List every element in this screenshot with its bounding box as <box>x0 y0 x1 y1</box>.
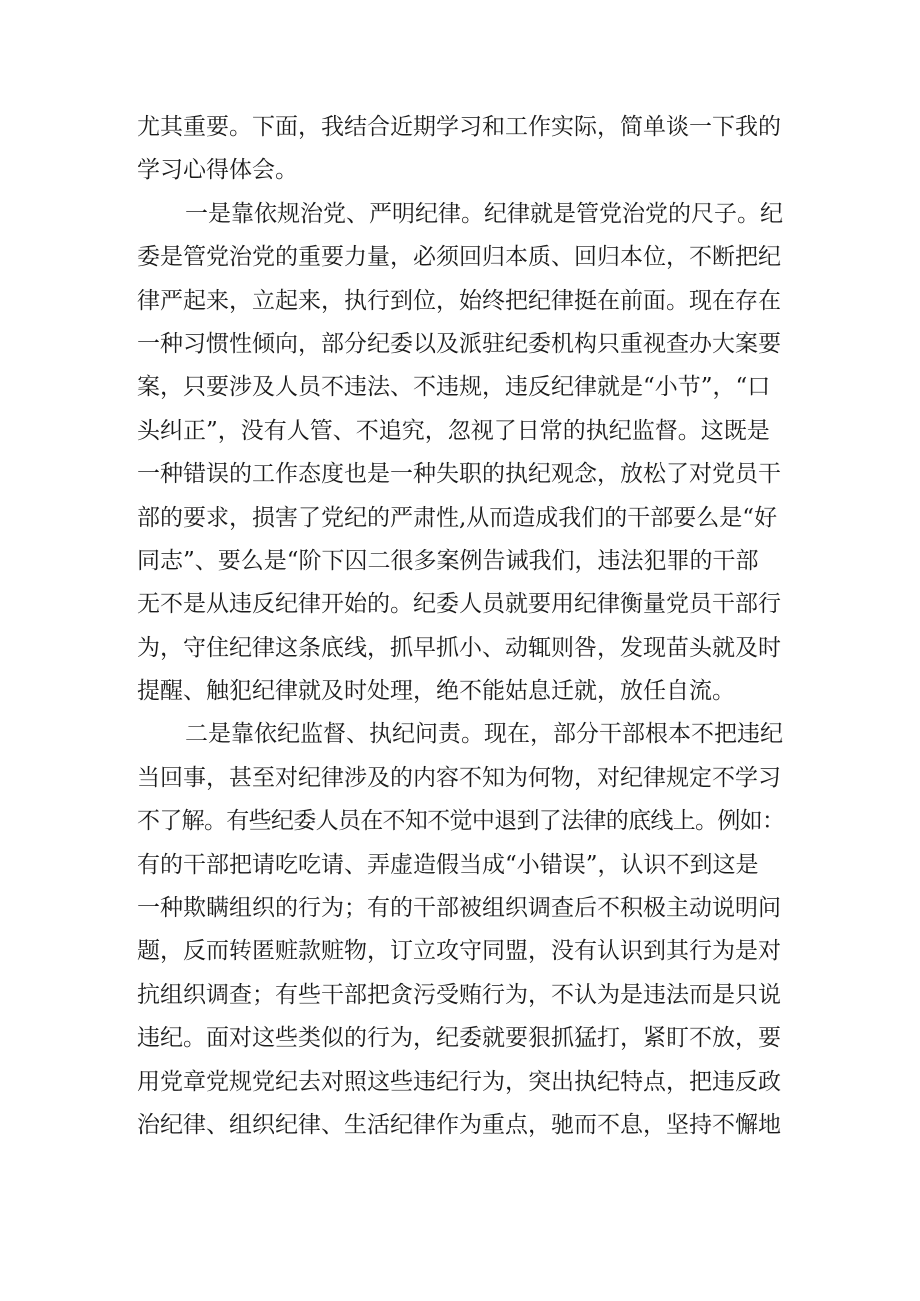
text-line: 用党章党规党纪去对照这些违纪行为，突出执纪特点，把违反政 <box>137 1068 781 1095</box>
text-line: 提醒、触犯纪律就及时处理，绝不能姑息迁就，放任自流。 <box>137 678 735 705</box>
text-line: 违纪。面对这些类似的行为，纪委就要狠抓猛打，紧盯不放，要 <box>137 1025 781 1052</box>
text-line: 部的要求，损害了党纪的严肃性,从而造成我们的干部要么是“好 <box>137 504 778 531</box>
text-line: 案，只要涉及人员不违法、不违规，违反纪律就是“小节”，“口 <box>137 374 771 401</box>
text-line: 尤其重要。下面，我结合近期学习和工作实际，简单谈一下我的 <box>137 114 781 140</box>
paragraph-first-line: 二是靠依纪监督、执纪问责。现在，部分干部根本不把违纪 <box>185 721 783 748</box>
text-line: 为，守住纪律这条底线，抓早抓小、动辄则咎，发现苗头就及时 <box>137 634 781 661</box>
body-text <box>137 106 785 1147</box>
text-line: 同志”、要么是“阶下囚二很多案例告诫我们，违法犯罪的干部 <box>137 547 759 574</box>
text-line: 头纠正”，没有人管、不追究，忽视了日常的执纪监督。这既是 <box>137 417 770 444</box>
text-line: 一种习惯性倾向，部分纪委以及派驻纪委机构只重视查办大案要 <box>137 330 781 357</box>
text-line: 学习心得体会。 <box>137 157 298 184</box>
text-line: 治纪律、组织纪律、生活纪律作为重点，驰而不息，坚持不懈地 <box>137 1111 781 1138</box>
text-line: 抗组织调查；有些干部把贪污受贿行为，不认为是违法而是只说 <box>137 981 781 1008</box>
text-line: 无不是从违反纪律开始的。纪委人员就要用纪律衡量党员干部行 <box>137 591 781 618</box>
paragraph-first-line: 一是靠依规治党、严明纪律。纪律就是管党治党的尺子。纪 <box>185 200 783 227</box>
text-line: 一种错误的工作态度也是一种失职的执纪观念，放松了对党员干 <box>137 461 781 488</box>
text-line: 有的干部把请吃吃请、弄虚造假当成“小错误”，认识不到这是 <box>137 851 759 878</box>
text-line: 一种欺瞒组织的行为；有的干部被组织调查后不积极主动说明问 <box>137 895 781 922</box>
text-line: 委是管党治党的重要力量，必须回归本质、回归本位，不断把纪 <box>137 244 781 271</box>
text-line: 题，反而转匿赃款赃物，订立攻守同盟，没有认识到其行为是对 <box>137 938 781 965</box>
text-line: 律严起来，立起来，执行到位，始终把纪律挺在前面。现在存在 <box>137 287 781 314</box>
text-line: 当回事，甚至对纪律涉及的内容不知为何物，对纪律规定不学习 <box>137 764 781 791</box>
text-line: 不了解。有些纪委人员在不知不觉中退到了法律的底线上。例如： <box>137 808 785 835</box>
